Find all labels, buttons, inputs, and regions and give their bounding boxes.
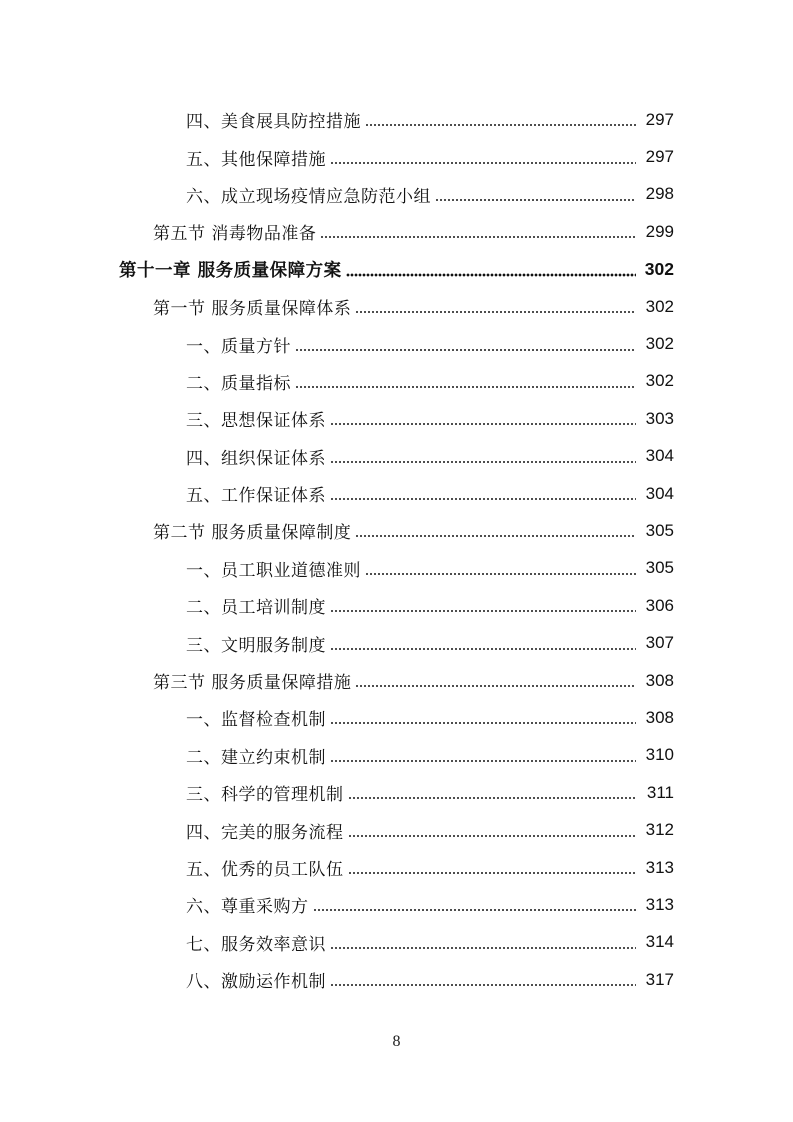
- toc-entry[interactable]: [0, 475, 793, 512]
- toc-entry-page: 304: [645, 483, 674, 503]
- toc-entry-label: 四、美食展具防控措施: [186, 112, 361, 133]
- toc-entry[interactable]: [0, 400, 793, 437]
- dot-leader: [313, 896, 637, 913]
- toc-entry-label: 五、工作保证体系: [186, 486, 326, 507]
- toc-entry[interactable]: [0, 961, 793, 998]
- toc-entry-page: 305: [645, 520, 674, 540]
- toc-entry[interactable]: [0, 774, 793, 811]
- toc-entry-label: 第一节 服务质量保障体系: [153, 299, 352, 320]
- toc-chapter-entry[interactable]: [0, 251, 793, 288]
- toc-entry-page: 302: [645, 334, 674, 354]
- toc-entry[interactable]: [0, 699, 793, 736]
- dot-leader: [348, 822, 637, 839]
- toc-entry[interactable]: [0, 849, 793, 886]
- dot-leader: [330, 971, 636, 988]
- toc-entry-page: 308: [645, 670, 674, 690]
- toc-entry-label: 七、服务效率意识: [186, 934, 326, 955]
- toc-entry-label: 四、组织保证体系: [186, 448, 326, 469]
- dot-leader: [348, 784, 637, 801]
- toc-entry-label: 五、其他保障措施: [186, 149, 326, 170]
- toc-entry-page: 306: [645, 595, 674, 615]
- toc-entry-label: 三、科学的管理机制: [186, 785, 344, 806]
- toc-entry-label: 三、文明服务制度: [186, 635, 326, 656]
- toc-entry-page: 305: [645, 558, 674, 578]
- toc-entry-label: 一、员工职业道德准则: [186, 560, 361, 581]
- toc-entry-label: 二、质量指标: [186, 373, 291, 394]
- toc-entry-page: 308: [645, 707, 674, 727]
- toc-entry-page: 298: [645, 184, 674, 204]
- toc-entry-page: 310: [645, 745, 674, 765]
- dot-leader: [295, 373, 636, 390]
- dot-leader: [346, 261, 636, 279]
- dot-leader: [330, 709, 636, 726]
- toc-entry-page: 304: [645, 446, 674, 466]
- toc-entry[interactable]: [0, 138, 793, 175]
- dot-leader: [330, 597, 636, 614]
- toc-entry-label: 四、完美的服务流程: [186, 822, 344, 843]
- toc-entry[interactable]: [0, 363, 793, 400]
- toc-entry-page: 299: [645, 221, 674, 241]
- toc-entry[interactable]: [0, 811, 793, 848]
- dot-leader: [295, 336, 636, 353]
- toc-entry-page: 313: [645, 894, 674, 914]
- toc-entry-label: 一、质量方针: [186, 336, 291, 357]
- toc-section-entry[interactable]: [0, 288, 793, 325]
- toc-entry-page: 317: [645, 969, 674, 989]
- dot-leader: [330, 485, 636, 502]
- toc-entry-label: 二、员工培训制度: [186, 598, 326, 619]
- toc-entry[interactable]: [0, 624, 793, 661]
- toc-entry-page: 302: [645, 371, 674, 391]
- toc-entry-label: 六、成立现场疫情应急防范小组: [186, 186, 431, 207]
- toc-entry-page: 311: [646, 782, 674, 802]
- toc-entry-page: 312: [645, 820, 674, 840]
- toc-entry-label: 八、激励运作机制: [186, 972, 326, 993]
- toc-entry-label: 一、监督检查机制: [186, 710, 326, 731]
- toc-section-entry[interactable]: [0, 512, 793, 549]
- dot-leader: [320, 223, 636, 240]
- dot-leader: [348, 859, 637, 876]
- toc-entry-label: 五、优秀的员工队伍: [186, 860, 344, 880]
- toc-entry[interactable]: [0, 550, 793, 587]
- page-number: 8: [392, 1033, 401, 1050]
- dot-leader: [330, 747, 636, 764]
- dot-leader: [355, 522, 636, 539]
- toc-entry-page: 302: [644, 258, 674, 279]
- dot-leader: [355, 298, 636, 315]
- toc-entry[interactable]: [0, 325, 793, 362]
- toc-entry-page: 313: [645, 857, 674, 877]
- toc-entry[interactable]: [0, 587, 793, 624]
- dot-leader: [355, 672, 636, 689]
- toc-entry-label: 第五节 消毒物品准备: [153, 224, 317, 245]
- dot-leader: [330, 448, 636, 465]
- dot-leader: [330, 635, 636, 652]
- toc-entry-label: 第二节 服务质量保障制度: [153, 523, 352, 544]
- table-of-contents: [0, 101, 793, 998]
- dot-leader: [330, 149, 636, 166]
- toc-entry-page: 307: [645, 633, 674, 653]
- toc-entry-page: 303: [645, 408, 674, 428]
- toc-entry-page: 314: [645, 932, 674, 952]
- toc-entry-label: 第三节 服务质量保障措施: [153, 673, 352, 694]
- dot-leader: [365, 111, 636, 128]
- toc-entry-label: 六、尊重采购方: [186, 897, 309, 918]
- toc-entry-label: 第十一章 服务质量保障方案: [119, 260, 342, 281]
- toc-entry[interactable]: [0, 924, 793, 961]
- toc-section-entry[interactable]: [0, 213, 793, 250]
- toc-entry[interactable]: [0, 886, 793, 923]
- toc-entry-label: 二、建立约束机制: [186, 747, 326, 768]
- toc-section-entry[interactable]: [0, 662, 793, 699]
- dot-leader: [365, 560, 636, 577]
- toc-entry-page: 297: [645, 147, 674, 167]
- toc-entry-label: 三、思想保证体系: [186, 411, 326, 432]
- toc-entry-page: 297: [645, 109, 674, 129]
- dot-leader: [435, 186, 636, 203]
- toc-entry[interactable]: [0, 176, 793, 213]
- toc-entry[interactable]: [0, 101, 793, 138]
- dot-leader: [330, 934, 636, 951]
- toc-entry[interactable]: [0, 737, 793, 774]
- toc-entry[interactable]: [0, 438, 793, 475]
- toc-entry-page: 302: [645, 296, 674, 316]
- dot-leader: [330, 410, 636, 427]
